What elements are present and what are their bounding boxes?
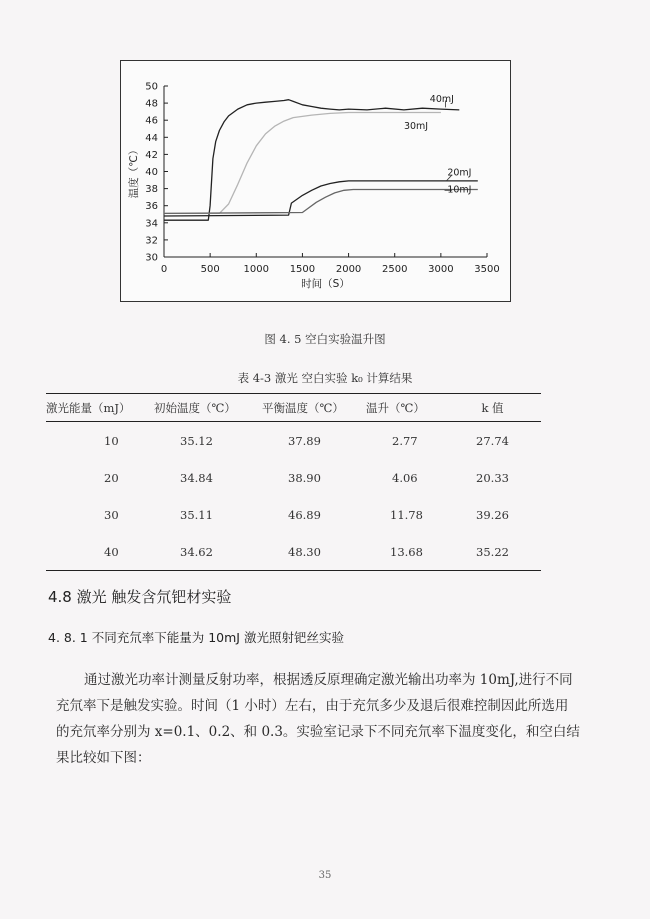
y-tick-label: 50	[145, 81, 158, 93]
figure-chart	[120, 60, 511, 302]
y-tick-label: 36	[145, 201, 158, 213]
y-tick-label: 40	[145, 167, 158, 178]
header-initial-temp: 初始温度（℃）	[154, 400, 236, 415]
y-tick-label: 42	[145, 149, 158, 161]
series-annotation-30mJ: 30mJ	[403, 121, 429, 133]
cell-initial-temp: 34.84	[180, 470, 213, 485]
series-annotation-40mJ: 40mJ	[429, 93, 454, 105]
x-tick-label: 2500	[381, 264, 408, 275]
cell-k-value: 35.22	[476, 544, 509, 559]
series-annotation-10mJ: 10mJ	[447, 184, 472, 196]
y-tick-label: 38	[145, 184, 158, 196]
y-tick-label: 46	[145, 115, 158, 127]
cell-temp-rise: 4.06	[392, 470, 418, 485]
y-axis-label: 温度（℃）	[128, 144, 140, 199]
x-tick-label: 500	[200, 264, 220, 275]
y-tick-label: 32	[145, 235, 158, 247]
cell-equilibrium-temp: 37.89	[288, 433, 321, 448]
series-annotation-20mJ: 20mJ	[447, 167, 472, 179]
table-row	[46, 496, 541, 533]
page-number: 35	[318, 870, 332, 881]
header-temp-rise: 温升（℃）	[366, 400, 425, 415]
x-axis-label: 时间（S）	[301, 278, 350, 290]
table-row	[46, 459, 541, 496]
paragraph-line: 的充氘率分别为 x=0.1、0.2、和 0.3。实验室记录下不同充氘率下温度变化，和空白结	[56, 724, 580, 740]
series-line-40mJ	[164, 100, 459, 221]
section-heading: 4.8 激光 触发含氘钯材实验	[48, 588, 232, 606]
subsection-heading: 4. 8. 1 不同充氘率下能量为 10mJ 激光照射钯丝实验	[48, 630, 344, 645]
cell-equilibrium-temp: 38.90	[288, 470, 321, 485]
y-tick-label: 48	[145, 98, 158, 110]
table-row	[46, 422, 541, 460]
table-row	[46, 533, 541, 571]
cell-temp-rise: 2.77	[392, 433, 418, 448]
cell-energy: 30	[104, 507, 119, 522]
x-tick-label: 1000	[243, 264, 270, 275]
x-tick-label: 3500	[474, 264, 500, 275]
temperature-rise-chart	[121, 61, 510, 301]
y-tick-label: 44	[145, 132, 158, 144]
cell-equilibrium-temp: 46.89	[288, 507, 321, 522]
paragraph-line: 充氘率下是触发实验。时间（1 小时）左右，由于充氘多少及退后很难控制因此所选用	[56, 698, 569, 714]
cell-temp-rise: 13.68	[390, 544, 423, 559]
y-tick-label: 30	[145, 252, 158, 264]
x-tick-label: 1500	[289, 264, 316, 275]
results-table	[46, 393, 541, 571]
series-line-30mJ	[164, 113, 441, 214]
x-tick-label: 2000	[335, 264, 362, 275]
cell-temp-rise: 11.78	[390, 507, 423, 522]
cell-initial-temp: 35.12	[180, 433, 213, 448]
cell-energy: 40	[104, 544, 119, 559]
table-caption: 表 4-3 激光 空白实验 k₀ 计算结果	[237, 371, 413, 385]
header-energy: 激光能量（mJ）	[46, 400, 131, 415]
cell-energy: 20	[104, 470, 119, 485]
x-tick-label: 0	[160, 264, 168, 275]
cell-initial-temp: 34.62	[180, 544, 213, 559]
cell-energy: 10	[104, 433, 119, 448]
cell-k-value: 20.33	[476, 470, 509, 485]
header-equilibrium-temp: 平衡温度（℃）	[262, 400, 344, 415]
paragraph-line: 通过激光功率计测量反射功率，根据透反原理确定激光输出功率为 10mJ,进行不同	[84, 672, 573, 688]
table-header-row	[46, 394, 541, 422]
y-tick-label: 34	[145, 218, 158, 230]
cell-k-value: 39.26	[476, 507, 509, 522]
paragraph-line: 果比较如下图：	[56, 750, 151, 766]
cell-equilibrium-temp: 48.30	[288, 544, 321, 559]
header-k-value: k 值	[481, 400, 504, 415]
cell-k-value: 27.74	[476, 433, 509, 448]
figure-caption: 图 4. 5 空白实验温升图	[264, 332, 386, 346]
cell-initial-temp: 35.11	[180, 507, 213, 522]
x-tick-label: 3000	[428, 264, 454, 275]
